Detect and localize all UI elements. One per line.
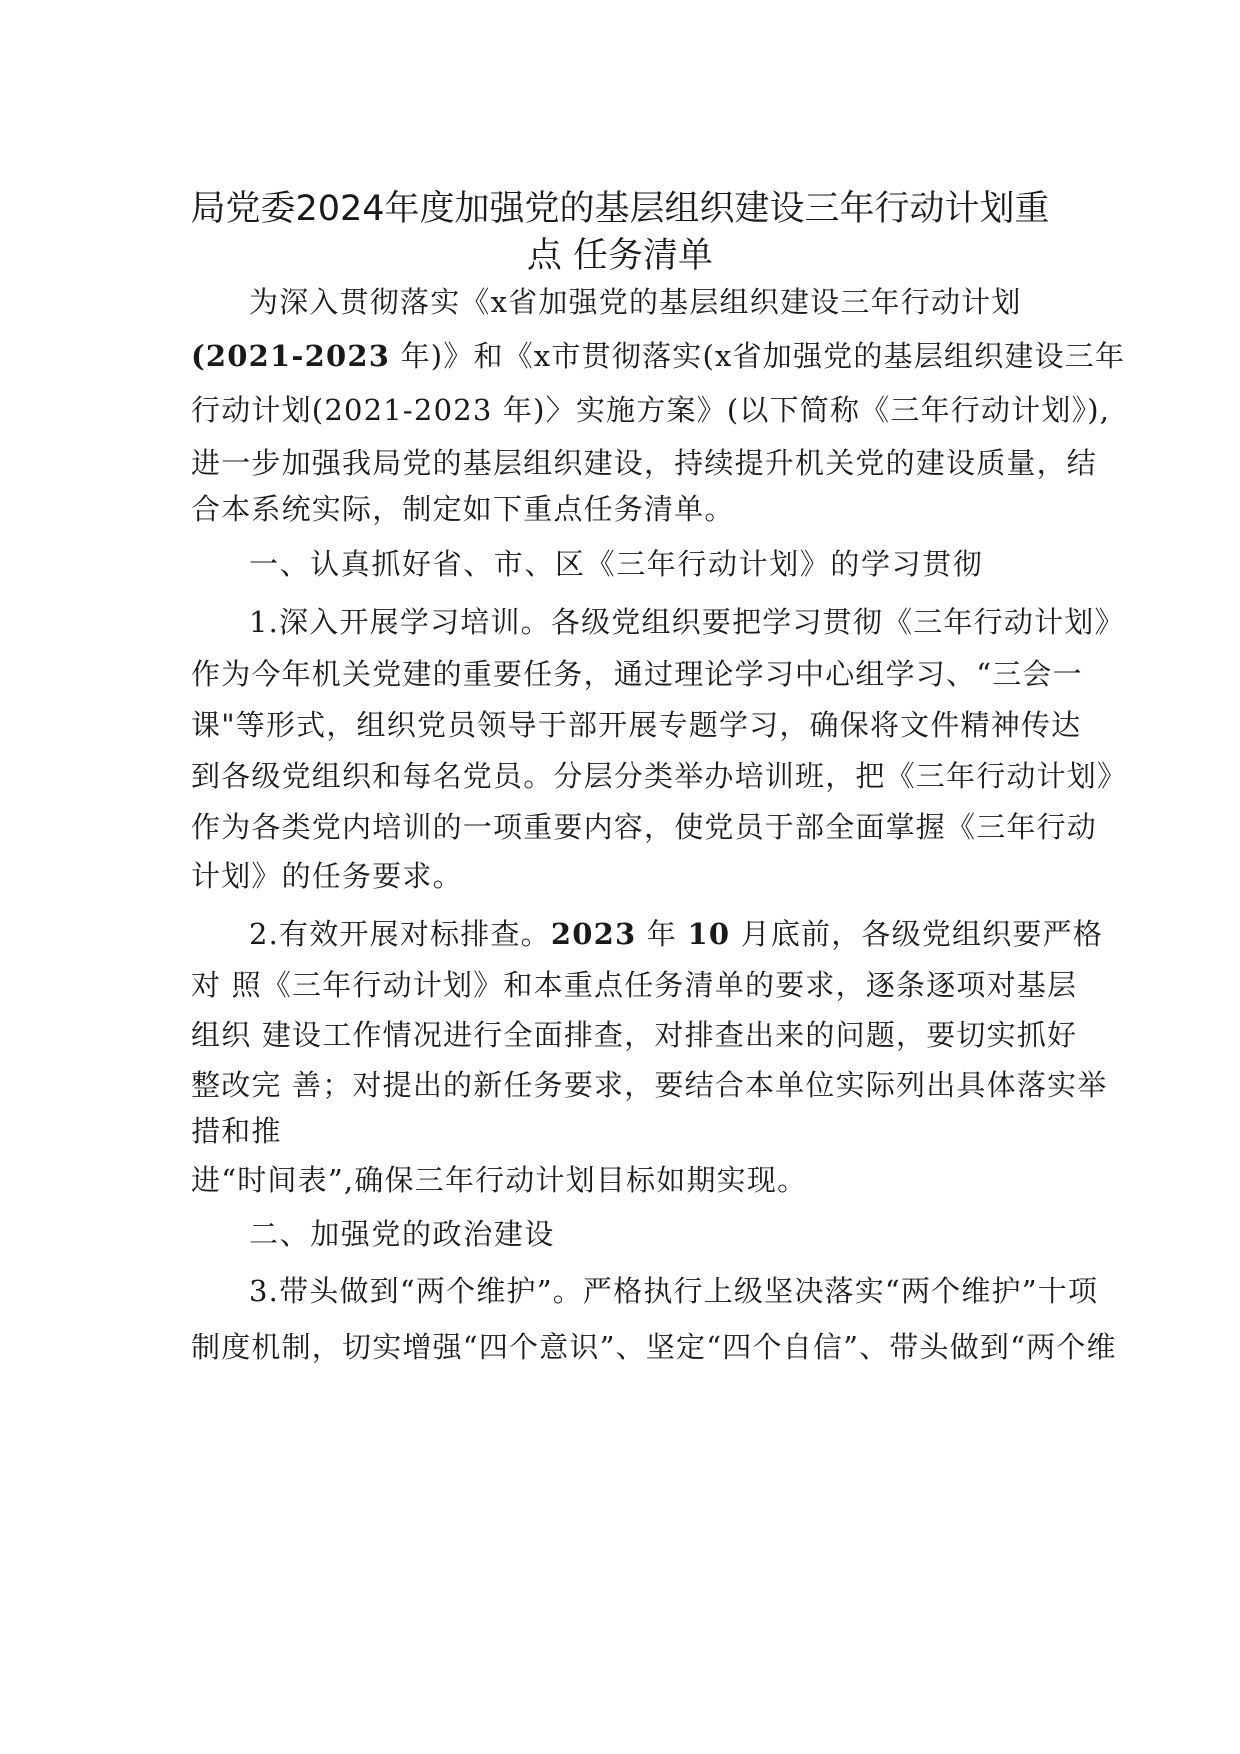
item-2-line-3: 组织 建设工作情况进行全面排查，对排查出来的问题，要切实抓好 [191, 1018, 1078, 1052]
intro-paragraph-line-2-text: 年)》和《x市贯彻落实(x省加强党的基层组织建设三年 [390, 339, 1126, 373]
item-3-line-2: 制度机制，切实增强“四个意识”、坚定“四个自信”、带头做到“两个维 [191, 1330, 1117, 1364]
year-unit: 年 [636, 917, 688, 951]
item-2-line-4: 整改完 善；对提出的新任务要求，要结合本单位实际列出具体落实举 [191, 1068, 1108, 1102]
date-range-bold: (2021-2023 [191, 339, 391, 373]
item-2-line-6: 进“时间表”,确保三年行动计划目标如期实现。 [191, 1163, 808, 1197]
item-1-line-1: 1.深入开展学习培训。各级党组织要把学习贯彻《三年行动计划》 [249, 605, 1125, 639]
intro-paragraph-line-1: 为深入贯彻落实《x省加强党的基层组织建设三年行动计划 [249, 285, 1022, 319]
item-2-lead: 2.有效开展对标排查。 [249, 917, 551, 951]
item-2-line-2: 对 照《三年行动计划》和本重点任务清单的要求，逐条逐项对基层 [191, 968, 1078, 1002]
document-title-line-2: 点 任务清单 [526, 236, 714, 276]
item-2-line-1-rest: 月底前，各级党组织要严格 [730, 917, 1104, 951]
section-heading-1: 一、认真抓好省、市、区《三年行动计划》的学习贯彻 [249, 547, 984, 581]
item-2-line-5: 措和推 [191, 1114, 282, 1148]
intro-paragraph-line-4: 进一步加强我局党的基层组织建设，持续提升机关党的建设质量，结 [191, 446, 1098, 480]
item-1-line-4: 到各级党组织和每名党员。分层分类举办培训班，把《三年行动计划》 [191, 759, 1128, 793]
deadline-year-bold: 2023 [550, 917, 637, 951]
item-1-line-2: 作为今年机关党建的重要任务，通过理论学习中心组学习、“三会一 [191, 657, 1083, 691]
section-heading-2: 二、加强党的政治建设 [249, 1217, 556, 1251]
intro-paragraph-line-3: 行动计划(2021-2023 年)〉实施方案》(以下简称《三年行动计划》), [191, 393, 1111, 427]
document-title-line-1: 局党委2024年度加强党的基层组织建设三年行动计划重 [190, 189, 1050, 229]
item-1-line-6: 计划》的任务要求。 [191, 859, 463, 893]
deadline-month-bold: 10 [687, 917, 731, 951]
item-1-line-5: 作为各类党内培训的一项重要内容，使党员于部全面掌握《三年行动 [191, 810, 1098, 844]
item-3-line-1: 3.带头做到“两个维护”。严格执行上级坚决落实“两个维护”十项 [249, 1274, 1099, 1308]
intro-paragraph-line-2 [191, 336, 1125, 376]
item-2-line-1 [249, 914, 1103, 954]
item-1-line-3: 课"等形式，组织党员领导于部开展专题学习，确保将文件精神传达 [191, 708, 1082, 742]
intro-paragraph-line-5: 合本系统实际，制定如下重点任务清单。 [191, 492, 735, 526]
